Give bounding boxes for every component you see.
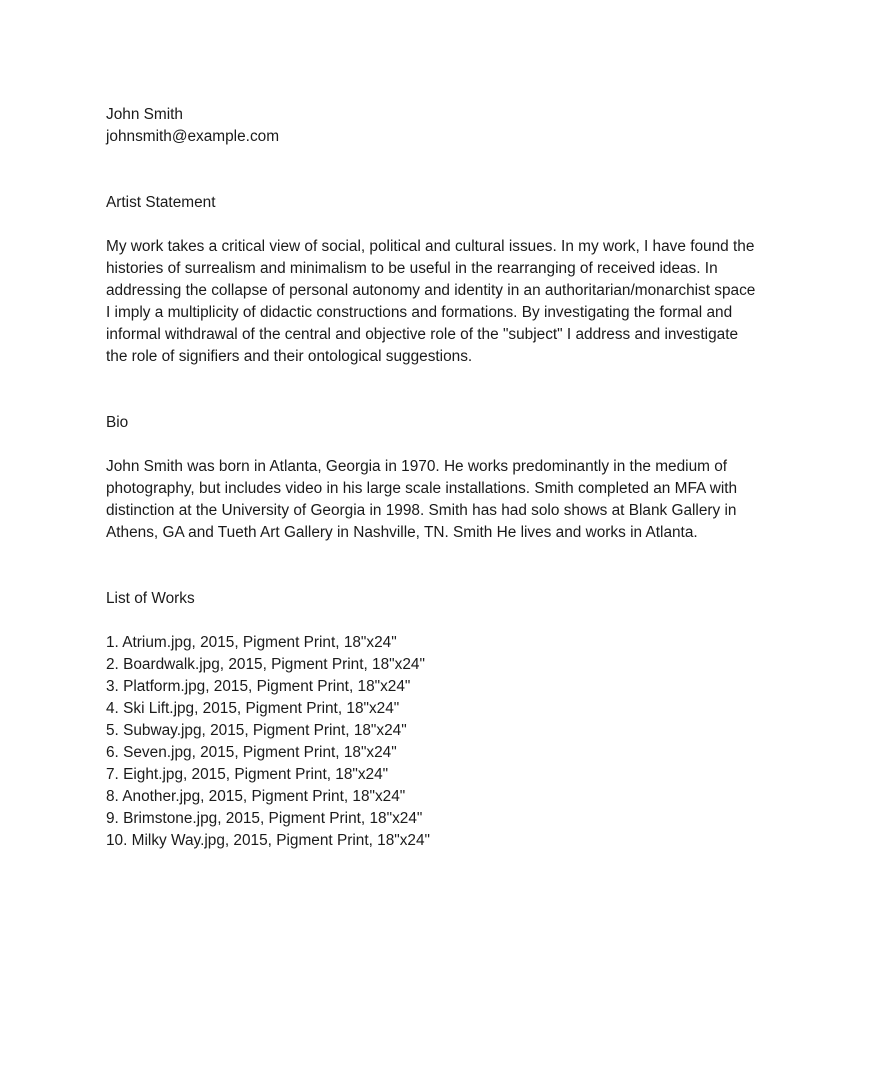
works-heading: List of Works: [106, 590, 195, 607]
paragraph-line: Athens, GA and Tueth Art Gallery in Nashville, TN. Smith He lives and works in Atlanta.: [106, 524, 698, 541]
works-list-item: 4. Ski Lift.jpg, 2015, Pigment Print, 18"x24": [106, 700, 400, 717]
works-list: [106, 632, 806, 852]
works-list-item: 2. Boardwalk.jpg, 2015, Pigment Print, 18"x24": [106, 656, 425, 673]
spacer: [106, 214, 806, 236]
works-list-item: 9. Brimstone.jpg, 2015, Pigment Print, 18"x24": [106, 810, 423, 827]
works-list-item: 7. Eight.jpg, 2015, Pigment Print, 18"x24": [106, 766, 389, 783]
spacer: [106, 544, 806, 588]
author-email: johnsmith@example.com: [106, 128, 280, 145]
paragraph-line: My work takes a critical view of social, political and cultural issues. In my work, I have found the: [106, 238, 755, 255]
works-list-item: 5. Subway.jpg, 2015, Pigment Print, 18"x24": [106, 722, 407, 739]
works-list-item: 6. Seven.jpg, 2015, Pigment Print, 18"x24": [106, 744, 397, 761]
works-list-item: 10. Milky Way.jpg, 2015, Pigment Print, 18"x24": [106, 832, 431, 849]
spacer: [106, 368, 806, 412]
paragraph-line: addressing the collapse of personal autonomy and identity in an authoritarian/monarchist space: [106, 282, 756, 299]
paragraph-line: the role of signifiers and their ontological suggestions.: [106, 348, 473, 365]
spacer: [106, 434, 806, 456]
spacer: [106, 610, 806, 632]
author-name: John Smith: [106, 106, 183, 123]
bio-paragraph: [106, 456, 806, 544]
document-page: [106, 104, 806, 852]
works-list-item: 3. Platform.jpg, 2015, Pigment Print, 18"x24": [106, 678, 411, 695]
paragraph-line: informal withdrawal of the central and objective role of the "subject" I address and investigate: [106, 326, 739, 343]
paragraph-line: histories of surrealism and minimalism to be useful in the rearranging of received ideas. In: [106, 260, 718, 277]
spacer: [106, 148, 806, 192]
artist-statement-heading: Artist Statement: [106, 194, 216, 211]
bio-heading: Bio: [106, 414, 129, 431]
artist-statement-paragraph: [106, 236, 806, 368]
paragraph-line: photography, but includes video in his large scale installations. Smith completed an MFA with: [106, 480, 738, 497]
paragraph-line: John Smith was born in Atlanta, Georgia in 1970. He works predominantly in the medium of: [106, 458, 728, 475]
works-list-item: 1. Atrium.jpg, 2015, Pigment Print, 18"x24": [106, 634, 397, 651]
paragraph-line: I imply a multiplicity of didactic constructions and formations. By investigating the formal and: [106, 304, 733, 321]
paragraph-line: distinction at the University of Georgia in 1998. Smith has had solo shows at Blank Gallery in: [106, 502, 737, 519]
works-list-item: 8. Another.jpg, 2015, Pigment Print, 18"x24": [106, 788, 406, 805]
